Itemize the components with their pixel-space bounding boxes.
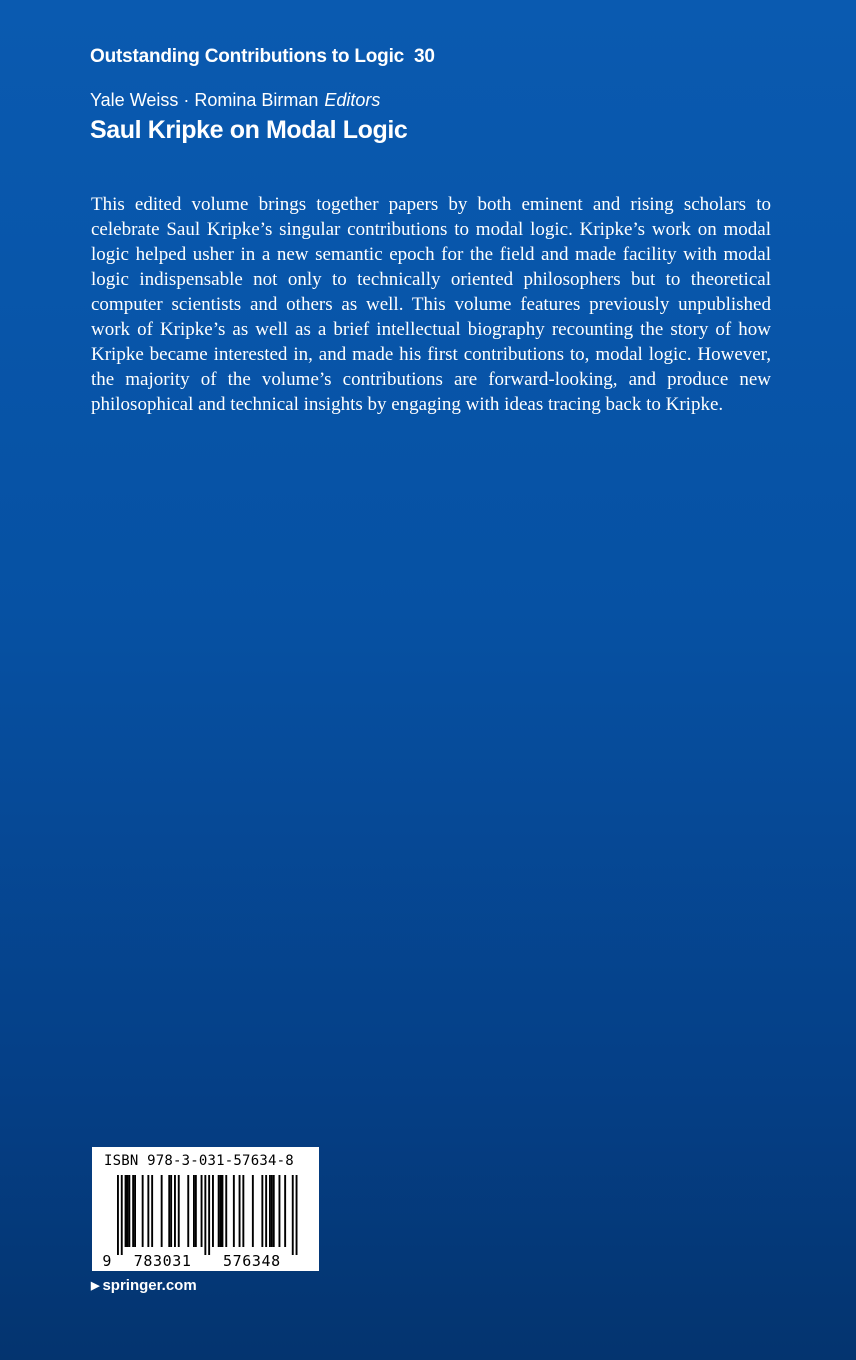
- barcode-bar: [134, 1175, 136, 1247]
- barcode-digits-left: 783031: [133, 1252, 192, 1270]
- barcode-digit-leading: 9: [102, 1252, 112, 1270]
- editors-line: [90, 90, 380, 111]
- barcode-bar: [265, 1175, 267, 1247]
- barcode-bar: [151, 1175, 153, 1247]
- barcode-bar: [284, 1175, 286, 1247]
- barcode-bar: [242, 1175, 244, 1247]
- barcode-bar: [161, 1175, 163, 1247]
- barcode-bar: [193, 1175, 195, 1247]
- barcode-bar: [178, 1175, 180, 1247]
- editors-role: Editors: [324, 90, 381, 110]
- barcode-bar: [292, 1175, 294, 1255]
- isbn-label: ISBN 978-3-031-57634-8: [104, 1153, 294, 1169]
- barcode-bar: [132, 1175, 134, 1247]
- barcode-bar: [121, 1175, 123, 1255]
- barcode-graphic: [92, 1147, 319, 1271]
- barcode-bar: [127, 1175, 129, 1247]
- publisher-url: springer.com: [102, 1277, 197, 1294]
- barcode-bar: [174, 1175, 176, 1247]
- barcode-bar: [212, 1175, 214, 1247]
- barcode-bar: [296, 1175, 298, 1255]
- barcode-bar: [201, 1175, 203, 1247]
- barcode-bar: [142, 1175, 144, 1247]
- publisher-link[interactable]: [91, 1277, 197, 1294]
- barcode-bar: [271, 1175, 273, 1247]
- barcode-bar: [269, 1175, 271, 1247]
- barcode-bar: [195, 1175, 197, 1247]
- right-triangle-icon: ▶: [91, 1280, 100, 1292]
- barcode-bar: [208, 1175, 210, 1255]
- series-line: [90, 46, 435, 68]
- barcode-bar: [279, 1175, 281, 1247]
- barcode-bar: [225, 1175, 227, 1247]
- barcode-bar: [222, 1175, 224, 1247]
- barcode-bar: [273, 1175, 275, 1247]
- series-volume: 30: [414, 46, 435, 67]
- barcode-bar: [261, 1175, 263, 1247]
- book-title: Saul Kripke on Modal Logic: [90, 116, 408, 144]
- barcode-bar: [220, 1175, 222, 1247]
- barcode-bar: [117, 1175, 119, 1255]
- barcode-bar: [170, 1175, 172, 1247]
- barcode-bar: [128, 1175, 130, 1247]
- editor-names: Yale Weiss · Romina Birman: [90, 90, 319, 110]
- barcode-bar: [239, 1175, 241, 1247]
- barcode-bar: [147, 1175, 149, 1247]
- barcode-bar: [252, 1175, 254, 1247]
- series-name: Outstanding Contributions to Logic: [90, 46, 405, 67]
- barcode-bar: [233, 1175, 235, 1247]
- barcode-bar: [204, 1175, 206, 1255]
- back-cover-blurb: This edited volume brings together papers by both eminent and rising scholars to celebrate Saul Kripke’s singular contributions to modal logic. Kripke’s work on modal logic helped usher in a new semantic epoch for the field and made facility with modal logic indispensable not only to technically oriented philosophers but to theoretical computer scientists and others as well. This volume features previously unpublished work of Kripke’s as well as a brief intellectual biography recounting the story of how Kripke became interested in, and made his first contributions to, modal logic. However, the majority of the volume’s contributions are forward-looking, and produce new philosophical and technical insights by engaging with ideas tracing back to Kripke.: [91, 194, 771, 415]
- barcode-bar: [168, 1175, 170, 1247]
- isbn-barcode: [92, 1147, 319, 1271]
- barcode-bar: [125, 1175, 127, 1247]
- barcode-digits-right: 576348: [223, 1252, 281, 1270]
- barcode-bar: [187, 1175, 189, 1247]
- barcode-bar: [218, 1175, 220, 1247]
